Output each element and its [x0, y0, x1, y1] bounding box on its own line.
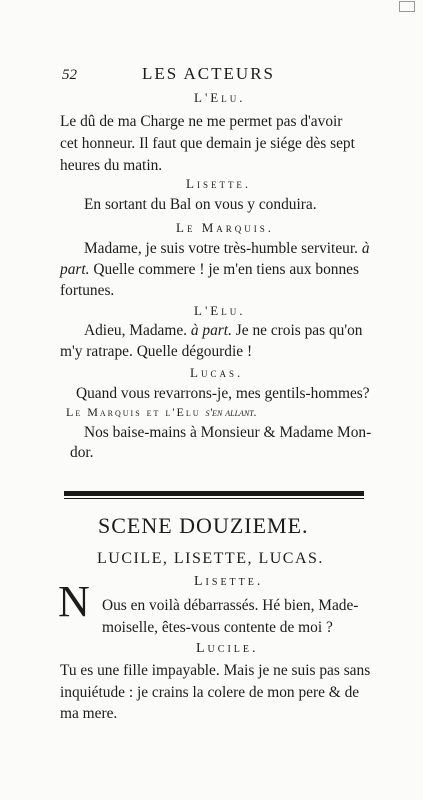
corner-mark	[399, 1, 415, 12]
speaker-lisette: Lisette.	[186, 176, 252, 191]
text-line: fortunes.	[60, 282, 115, 299]
speaker-lucile: Lucile.	[196, 641, 259, 656]
line-text: Je ne crois pas qu'on	[235, 322, 363, 339]
text-line	[84, 240, 370, 258]
stage-direction: s'en allant.	[205, 405, 257, 419]
line-text: Adieu, Madame.	[84, 322, 188, 339]
page-number: 52	[62, 67, 77, 83]
speaker-marquis-elu: Le Marquis et l'Elu s'en allant.	[66, 405, 257, 419]
text-line: ma mere.	[60, 705, 118, 722]
drop-capital: N	[58, 577, 90, 626]
stage-direction: à	[361, 240, 370, 257]
speaker-elu-2: L'Elu.	[194, 303, 246, 318]
line-text: Madame, je suis votre très-humble serviteur.	[84, 240, 358, 257]
text-line: moiselle, êtes-vous contente de moi ?	[102, 619, 333, 636]
stage-direction: à part.	[190, 322, 232, 339]
text-line: En sortant du Bal on vous y conduira.	[84, 196, 317, 213]
text-line: Tu es une fille impayable. Mais je ne suis pas sans	[60, 662, 371, 679]
text-line: m'y ratrape. Quelle dégourdie !	[60, 343, 253, 360]
scene-characters: LUCILE, LISETTE, LUCAS.	[97, 550, 324, 567]
text-line	[84, 322, 363, 340]
text-line	[60, 261, 359, 279]
speaker-lucas: Lucas.	[190, 365, 244, 380]
text-line: cet honneur. Il faut que demain je siége dès sept	[60, 135, 355, 152]
text-line: Ous en voilà débarrassés. Hé bien, Made-	[102, 597, 359, 614]
text-line: Le dû de ma Charge ne me permet pas d'avoir	[60, 113, 343, 130]
speaker-elu-1: L'Elu.	[194, 90, 246, 105]
speaker-lisette-2: Lisette.	[194, 574, 264, 589]
scene-title: SCENE DOUZIEME.	[98, 513, 309, 538]
stage-direction: part.	[60, 261, 90, 278]
text-line: dor.	[70, 444, 94, 461]
text-line: Quand vous revarrons-je, mes gentils-hommes?	[76, 385, 370, 402]
speaker-marquis: Le Marquis.	[176, 220, 275, 235]
text-line: Nos baise-mains à Monsieur & Madame Mon-	[84, 424, 372, 441]
line-text: Quelle commere ! je m'en tiens aux bonnes	[93, 261, 359, 278]
section-divider	[64, 491, 364, 496]
text-line: heures du matin.	[60, 157, 163, 174]
section-divider-thin	[64, 498, 364, 499]
text-line: inquiétude : je crains la colere de mon pere & de	[60, 684, 360, 701]
running-title: LES ACTEURS	[142, 64, 275, 83]
